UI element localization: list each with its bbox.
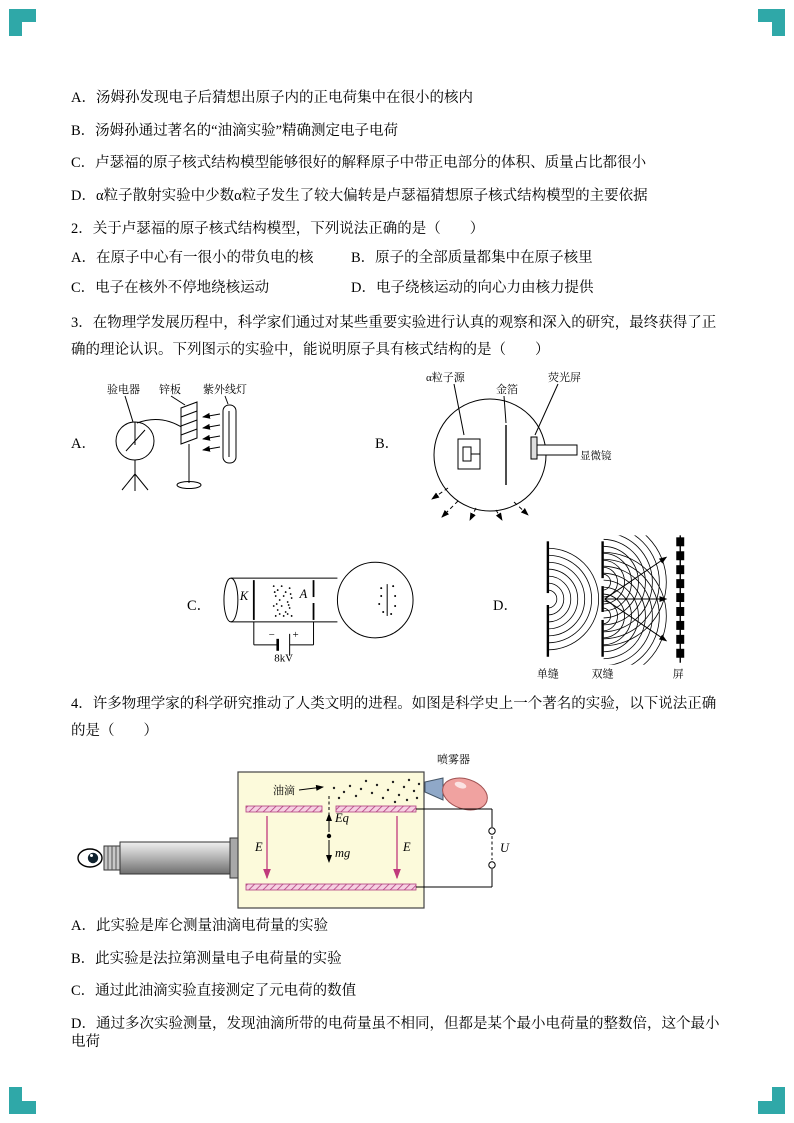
q1-option-d: D．α粒子散射实验中少数α粒子发生了较大偏转是卢瑟福猜想原子核式结构模型的主要依据	[71, 188, 648, 205]
screen-label: 屏	[672, 668, 684, 681]
q2-option-a: A．在原子中心有一很小的带负电的核	[71, 250, 314, 267]
millikan-oil-drop-diagram	[77, 750, 517, 912]
q3-choice-b-label: B．	[374, 436, 400, 453]
alpha-scattering-apparatus	[432, 384, 577, 520]
corner-mark-top-right	[758, 9, 785, 36]
q4-diagram-wrap	[77, 750, 725, 912]
q1-option-c: C．卢瑟福的原子核式结构模型能够很好的解释原子中带正电部分的体积、质量占比都很小	[71, 155, 647, 172]
double-slit-interference-diagram	[521, 531, 725, 683]
slit-labels	[537, 667, 684, 681]
voltage-label: 8kV	[274, 652, 294, 665]
q2-option-c: C．电子在核外不停地绕核运动	[71, 280, 270, 297]
cathode-label: K	[240, 588, 249, 603]
alpha-scattering-labels	[426, 370, 612, 462]
electroscope-label: 验电器	[106, 383, 140, 396]
q4-option-d: D．通过多次实验测量，发现油滴所带的电荷量虽不相同，但都是某个最小电荷量的整数倍，这个最小电荷	[71, 1016, 720, 1050]
minus-sign: −	[268, 628, 275, 641]
microscope-tube	[537, 445, 577, 455]
q3-choice-d-label: D．	[492, 598, 518, 615]
corner-mark-bottom-right	[758, 1087, 785, 1114]
q2-options-row-1	[71, 250, 725, 268]
observer-eye	[78, 849, 102, 867]
cathode-ray-apparatus	[224, 562, 413, 656]
uv-lamp-label: 紫外线灯	[202, 383, 247, 396]
q4-option-a: A．此实验是库仑测量油滴电荷量的实验	[71, 918, 328, 934]
fluorescent-screen-label: 荧光屏	[548, 371, 582, 384]
q1-option-a: A．汤姆孙发现电子后猜想出原子内的正电荷集中在很小的核内	[71, 90, 473, 106]
q2-option-b: B．原子的全部质量都集中在原子核里	[351, 250, 593, 267]
microscope-tube	[104, 838, 238, 878]
q4-option-b: B．此实验是法拉第测量电子电荷量的实验	[71, 950, 342, 967]
oil-drop-label: 油滴	[273, 785, 295, 797]
q4-options	[71, 918, 725, 1051]
bottom-plate	[246, 884, 416, 890]
q4-stem: 4．许多物理学家的科学研究推动了人类文明的进程。如图是科学史上一个著名的实验，以下说法正确的是（ ）	[71, 695, 717, 740]
double-slit-label: 双缝	[591, 668, 614, 681]
q3-diagram-row-cd	[187, 531, 725, 683]
q2-stem: 2．关于卢瑟福的原子核式结构模型，下列说法正确的是（ ）	[71, 220, 485, 237]
field-right-label: E	[403, 840, 411, 854]
plus-sign: +	[292, 628, 299, 641]
photoelectric-apparatus	[116, 396, 236, 491]
photoelectric-labels	[107, 382, 247, 396]
uv-ray-arrows	[203, 414, 220, 450]
wavefronts-single-slit	[521, 548, 599, 650]
zinc-plate-label: 锌板	[158, 383, 181, 396]
microscope-label: 显微镜	[580, 450, 612, 462]
q1-option-b: B．汤姆孙通过著名的“油滴实验”精确测定电子电荷	[71, 122, 399, 139]
q4-option-c: C．通过此油滴实验直接测定了元电荷的数值	[71, 983, 357, 1000]
q2-option-d: D．电子绕核运动的向心力由核力提供	[351, 280, 594, 297]
single-slit-label: 单缝	[536, 668, 559, 681]
cathode-ray-labels	[239, 587, 308, 665]
q3-choice-c-label: C．	[187, 598, 212, 615]
sprayer-label: 喷雾器	[437, 754, 470, 766]
top-plate-left	[246, 806, 322, 812]
anode-label: A	[299, 586, 308, 601]
alpha-scattering-diagram	[402, 369, 620, 521]
q3-diagram-row-ab	[71, 369, 725, 521]
voltage-u-label: U	[500, 841, 510, 855]
exam-content	[71, 90, 725, 1066]
fluorescent-screen	[531, 437, 537, 459]
gas-stipple-dots	[273, 585, 396, 617]
q2-options-row-2	[71, 280, 725, 298]
photoelectric-experiment-diagram	[99, 380, 331, 510]
interference-fringes	[676, 537, 684, 657]
scattered-particle-arrows	[432, 488, 528, 520]
q3-choice-a-label: A．	[71, 436, 96, 453]
glass-bulb	[338, 562, 414, 638]
alpha-source-label: α粒子源	[426, 371, 465, 384]
double-slit-apparatus	[521, 531, 680, 680]
cathode-ray-tube-diagram	[214, 548, 465, 666]
vacuum-chamber	[434, 399, 546, 511]
corner-mark-top-left	[9, 9, 36, 36]
corner-mark-bottom-left	[9, 1087, 36, 1114]
gravity-label: mg	[335, 846, 351, 860]
field-left-label: E	[255, 840, 263, 854]
gold-foil-label: 金箔	[496, 383, 519, 396]
electric-force-label: Eq	[335, 811, 349, 825]
voltage-circuit	[416, 809, 495, 887]
q3-stem: 3．在物理学发展历程中，科学家们通过对某些重要实验进行认真的观察和深入的研究，最终获得了正确的理论认识。下列图示的实验中，能说明原子具有核式结构的是（ ）	[71, 314, 717, 359]
